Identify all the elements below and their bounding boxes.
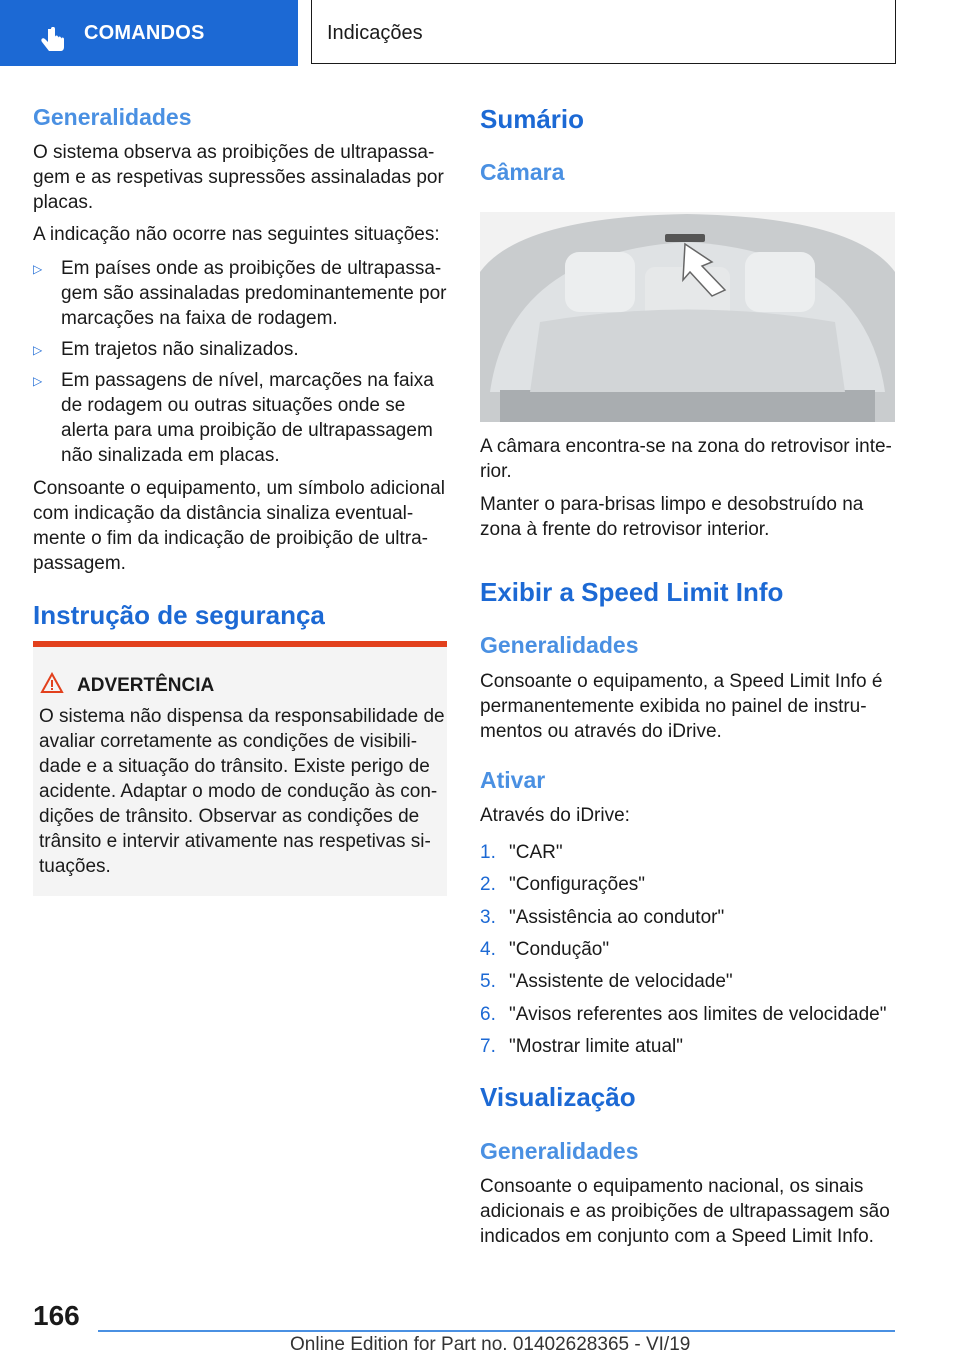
step-number: 5. bbox=[480, 971, 496, 992]
heading-sumario: Sumário bbox=[480, 104, 585, 134]
hand-pointer-icon bbox=[40, 27, 66, 55]
heading-generalidades-3: Generalidades bbox=[480, 1138, 639, 1164]
heading-camera: Câmara bbox=[480, 159, 565, 185]
heading-safety: Instrução de segurança bbox=[33, 600, 325, 630]
chapter-title-box bbox=[311, 0, 896, 64]
heading-generalidades: Generalidades bbox=[33, 104, 192, 130]
step-number: 3. bbox=[480, 907, 496, 928]
step-number: 6. bbox=[480, 1004, 496, 1025]
steps-list bbox=[480, 842, 895, 1062]
list-item: Em países onde as proibições de ultrapassa-gem são assinaladas predominantemente por marcações na faixa de rodagem. bbox=[61, 258, 447, 329]
list-item: "Condução" bbox=[509, 939, 610, 960]
step-number: 4. bbox=[480, 939, 496, 960]
list-item: "Mostrar limite atual" bbox=[509, 1036, 683, 1057]
heading-visualizacao: Visualização bbox=[480, 1082, 636, 1112]
triangle-bullet-icon: ▷ bbox=[33, 374, 43, 388]
list-item: Em trajetos não sinalizados. bbox=[61, 339, 299, 360]
footer-divider bbox=[98, 1330, 895, 1332]
list-item: "Configurações" bbox=[509, 874, 646, 895]
page-number: 166 bbox=[33, 1300, 80, 1331]
camera-location-image bbox=[480, 212, 895, 422]
triangle-bullet-icon: ▷ bbox=[33, 262, 43, 276]
paragraph-symbol: Consoante o equipamento, um símbolo adicional com indicação da distância sinaliza eventual-mente o fim da indicação de proibição de ultra-passagem. bbox=[33, 478, 445, 574]
footer-edition: Online Edition for Part no. 01402628365 - VI/19 bbox=[290, 1334, 691, 1355]
warning-text: O sistema não dispensa da responsabilidade de avaliar corretamente as condições de visibili-dade e a situação do trânsito. Existe perigo de acidente. Adaptar o modo de condução às con-dições de trânsito. Observar as condições de trânsito e intervir ativamente nas respetivas si-tuações. bbox=[39, 706, 445, 877]
paragraph-camera-clean: Manter o para-brisas limpo e desobstruído na zona à frente do retrovisor interior. bbox=[480, 494, 864, 540]
warning-triangle-icon bbox=[40, 672, 64, 694]
warning-title: ADVERTÊNCIA bbox=[77, 675, 215, 696]
list-item: "Avisos referentes aos limites de velocidade" bbox=[509, 1004, 887, 1025]
bullet-list bbox=[33, 256, 447, 466]
paragraph-camera-location: A câmara encontra-se na zona do retrovisor inte-rior. bbox=[480, 436, 892, 482]
step-number: 1. bbox=[480, 842, 496, 863]
paragraph-speed-limit-info: Consoante o equipamento, a Speed Limit Info é permanentemente exibida no painel de instru-mentos ou através do iDrive. bbox=[480, 671, 883, 742]
paragraph-display: Consoante o equipamento nacional, os sinais adicionais e as proibições de ultrapassagem são indicados em conjunto com a Speed Limit Info. bbox=[480, 1176, 890, 1247]
heading-ativar: Ativar bbox=[480, 767, 546, 793]
step-number: 7. bbox=[480, 1036, 496, 1057]
step-number: 2. bbox=[480, 874, 496, 895]
chapter-title: Indicações bbox=[327, 22, 423, 44]
warning-box bbox=[33, 641, 447, 896]
paragraph-idrive: Através do iDrive: bbox=[480, 805, 630, 826]
heading-show-speed-limit: Exibir a Speed Limit Info bbox=[480, 577, 784, 607]
paragraph-situations: A indicação não ocorre nas seguintes situações: bbox=[33, 224, 440, 245]
list-item: "Assistência ao condutor" bbox=[509, 907, 725, 928]
list-item: "CAR" bbox=[509, 842, 563, 863]
section-label: COMANDOS bbox=[84, 22, 205, 44]
heading-generalidades-2: Generalidades bbox=[480, 632, 639, 658]
list-item: Em passagens de nível, marcações na faixa de rodagem ou outras situações onde se alerta para uma proibição de ultrapassagem não sinalizada em placas. bbox=[61, 370, 434, 466]
list-item: "Assistente de velocidade" bbox=[509, 971, 733, 992]
section-tab[interactable] bbox=[0, 0, 298, 66]
paragraph-intro: O sistema observa as proibições de ultrapassa-gem e as respetivas supressões assinaladas por placas. bbox=[33, 142, 444, 213]
triangle-bullet-icon: ▷ bbox=[33, 343, 43, 357]
